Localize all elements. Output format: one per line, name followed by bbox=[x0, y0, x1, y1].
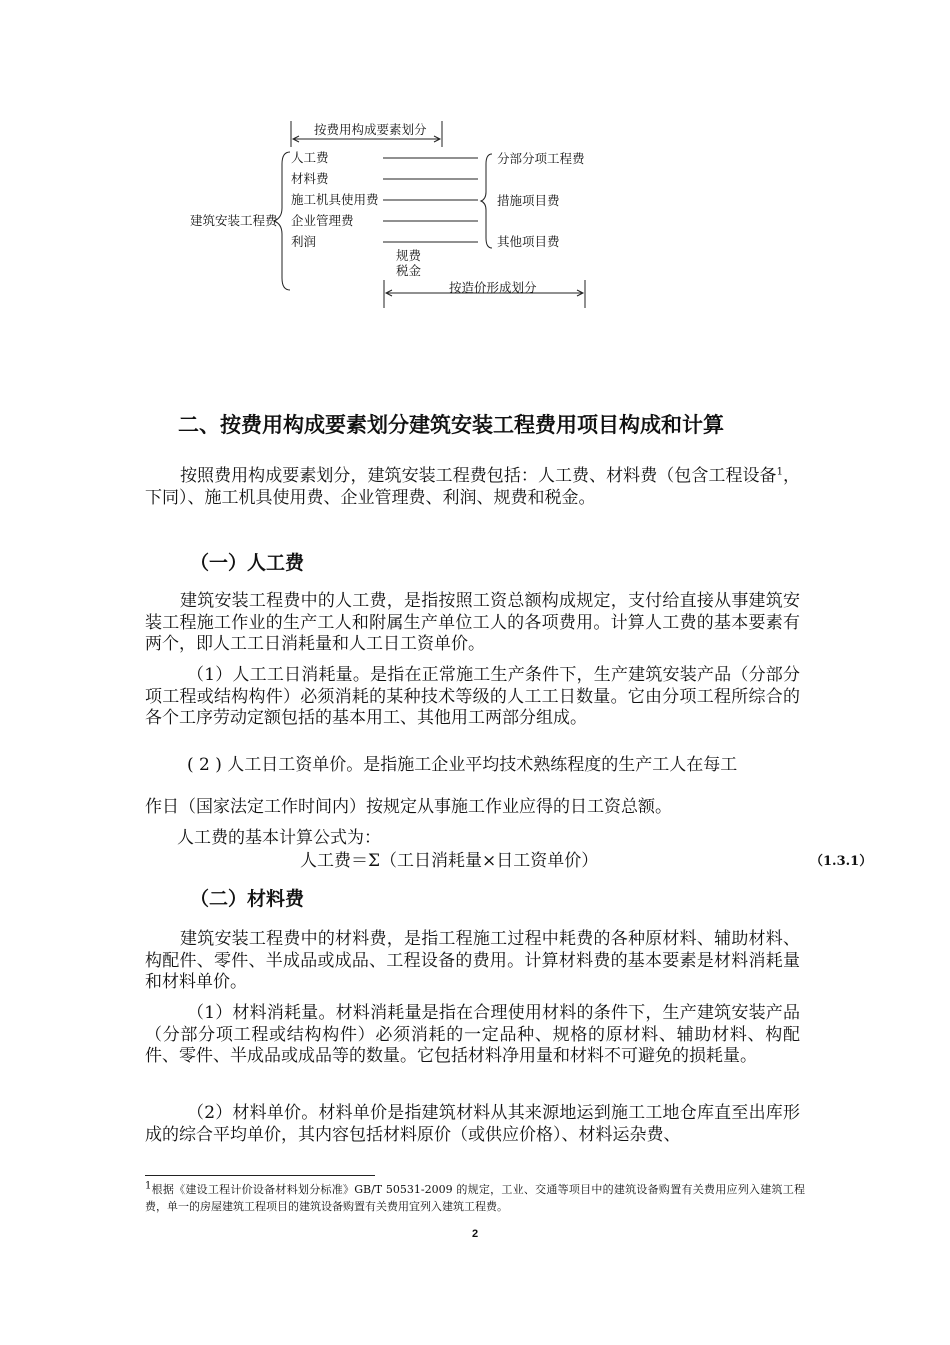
section-title: 二、按费用构成要素划分建筑安装工程费用项目构成和计算 bbox=[178, 412, 724, 437]
material-paragraph-2: （1）材料消耗量。材料消耗量是指在合理使用材料的条件下，生产建筑安装产品（分部分项工程或结构构件）必须消耗的一定品种、规格的原材料、辅助材料、构配件、零件、半成品或成品等的数量。它包括材料净用量和材料不可避免的损耗量。 bbox=[145, 1003, 800, 1066]
diagram-price-item-3: 其他项目费 bbox=[497, 234, 560, 249]
diagram-bottom-label: 按造价形成划分 bbox=[449, 280, 537, 295]
labor-paragraph-2: （1）人工工日消耗量。是指在正常施工生产条件下，生产建筑安装产品（分部分项工程或结构构件）必须消耗的某种技术等级的人工工日数量。它由分项工程所综合的各个工序劳动定额包括的基本用工、其他用工两部分组成。 bbox=[145, 665, 800, 728]
labor-paragraph-3b: 作日（国家法定工作时间内）按规定从事施工作业应得的日工资总额。 bbox=[145, 797, 672, 817]
diagram-element-material: 材料费 bbox=[291, 171, 329, 186]
intro-text-b: ，下同）、施工机具使用费、企业管理费、利润、规费和税金。 bbox=[145, 466, 800, 508]
labor-paragraph-3a: ( 2 ) 人工日工资单价。是指施工企业平均技术熟练程度的生产工人在每工 bbox=[187, 755, 738, 775]
material-paragraph-3: （2）材料单价。材料单价是指建筑材料从其来源地运到施工工地仓库直至出库形成的综合平均单价，其内容包括材料原价（或供应价格）、材料运杂费、 bbox=[145, 1103, 800, 1145]
diagram-extra-tax: 税金 bbox=[396, 263, 422, 278]
intro-text-a: 按照费用构成要素划分，建筑安装工程费包括：人工费、材料费（包含工程设备 bbox=[180, 466, 777, 486]
diagram-element-management: 企业管理费 bbox=[291, 213, 354, 228]
diagram-extra-fees: 规费 bbox=[396, 248, 422, 263]
footnote-text: 根据《建设工程计价设备材料划分标准》GB/T 50531-2009 的规定，工业、交通等项目中的建筑设备购置有关费用应列入建筑工程费，单一的房屋建筑工程项目的建筑设备购置有关费用宜列入建筑工程费。 bbox=[145, 1183, 805, 1213]
footnote-ref: 1 bbox=[776, 466, 783, 478]
footnote-rule bbox=[145, 1175, 375, 1176]
diagram-price-item-2: 措施项目费 bbox=[497, 193, 560, 208]
labor-heading: （一）人工费 bbox=[190, 552, 305, 574]
diagram-top-label: 按费用构成要素划分 bbox=[314, 122, 427, 137]
diagram-element-profit: 利润 bbox=[291, 234, 317, 249]
page-number: 2 bbox=[471, 1228, 479, 1240]
labor-formula: 人工费＝Σ（工日消耗量×日工资单价） bbox=[300, 851, 599, 871]
diagram-price-item-1: 分部分项工程费 bbox=[497, 151, 585, 166]
material-heading: （二）材料费 bbox=[190, 888, 305, 910]
material-paragraph-1: 建筑安装工程费中的材料费，是指工程施工过程中耗费的各种原材料、辅助材料、构配件、零件、半成品或成品、工程设备的费用。计算材料费的基本要素是材料消耗量和材料单价。 bbox=[145, 929, 800, 992]
footnote-mark: 1 bbox=[145, 1180, 152, 1192]
diagram-element-labor: 人工费 bbox=[291, 150, 329, 165]
footnote bbox=[145, 1181, 805, 1215]
diagram-root: 建筑安装工程费 bbox=[190, 213, 278, 228]
diagram-element-machinery: 施工机具使用费 bbox=[291, 192, 379, 207]
section-intro bbox=[145, 466, 800, 509]
equation-number: （1.3.1） bbox=[810, 854, 873, 869]
labor-paragraph-1: 建筑安装工程费中的人工费，是指按照工资总额构成规定，支付给直接从事建筑安装工程施工作业的生产工人和附属生产单位工人的各项费用。计算人工费的基本要素有两个，即人工工日消耗量和人工日工资单价。 bbox=[145, 591, 800, 654]
formula-intro: 人工费的基本计算公式为： bbox=[177, 828, 381, 848]
cost-structure-diagram bbox=[170, 110, 610, 320]
